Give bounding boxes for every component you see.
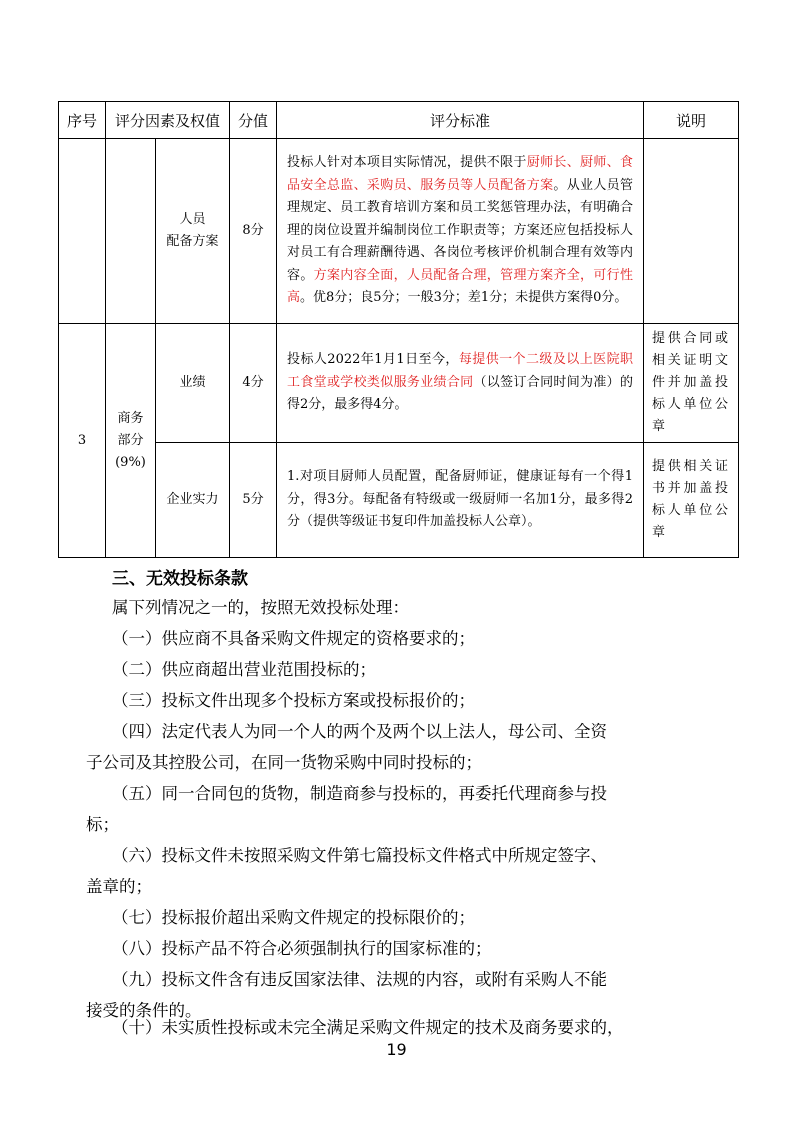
cell-index-empty: [59, 139, 106, 324]
list-item: （二）供应商超出营业范围投标的；: [112, 660, 376, 679]
standard-text: 投标人2022年1月1日至今，: [287, 352, 459, 368]
header-index: 序号: [59, 102, 106, 139]
cell-score-strength: 5分: [230, 443, 277, 558]
list-item: （六）投标文件未按照采购文件第七篇投标文件格式中所规定签字、: [112, 846, 607, 865]
table-row-performance: [59, 324, 739, 443]
standard-highlight: 方案内容全面，人员配备合理，管理方案齐全，可行性高: [287, 267, 633, 306]
cell-category-empty: [106, 139, 156, 324]
list-item: （五）同一合同包的货物，制造商参与投标的，再委托代理商参与投: [112, 784, 607, 803]
cell-note-empty: [644, 139, 739, 324]
table-row-strength: [59, 443, 739, 558]
list-item: （一）供应商不具备采购文件规定的资格要求的；: [112, 629, 475, 648]
header-note: 说明: [644, 102, 739, 139]
cell-standard-strength: 1.对项目厨师人员配置，配备厨师证，健康证每有一个得1分，得3分。每配备有特级或一级厨师一名加1分，最多得2分（提供等级证书复印件加盖投标人公章）。: [277, 443, 644, 558]
standard-highlight: 每提供一个二级及以上医院职工食堂或学校类似服务业绩合同: [287, 352, 634, 390]
list-item-continuation: 接受的条件的。: [86, 1001, 202, 1020]
cell-score-staffing: 8分: [230, 139, 277, 324]
header-factor: 评分因素及权值: [106, 102, 230, 139]
standard-text: 。从业人员管理规定、员工教育培训方案和员工奖惩管理办法，有明确合理的岗位设置并编制岗位工作职责等；方案还应包括投标人对员工有合理薪酬待遇、各岗位考核评价机制合理有效等内容。: [287, 177, 634, 283]
list-item: （八）投标产品不符合必须强制执行的国家标准的；: [112, 939, 492, 958]
standard-text: 。优8分；良5分；一般3分；差1分；未提供方案得0分。: [300, 290, 628, 306]
standard-text: 投标人针对本项目实际情况，提供不限于: [287, 155, 527, 171]
cell-index-3: 3: [59, 324, 106, 558]
cell-score-performance: 4分: [230, 324, 277, 443]
cell-note-strength: 提供相关证书并加盖投标人单位公章: [644, 443, 739, 558]
header-standard: 评分标准: [277, 102, 644, 139]
standard-highlight: 厨师长、厨师、食品安全总监、采购员、服务员等人员配备方案: [287, 155, 633, 193]
category-line: 商务: [117, 410, 144, 426]
cell-factor-staffing: 人员 配备方案: [156, 139, 230, 324]
list-item-continuation: 盖章的；: [86, 877, 152, 896]
category-line: 部分: [117, 432, 144, 448]
list-item: （七）投标报价超出采购文件规定的投标限价的；: [112, 908, 475, 927]
section-intro: 属下列情况之一的，按照无效投标处理：: [112, 598, 409, 617]
list-item: （四）法定代表人为同一个人的两个及两个以上法人，母公司、全资: [112, 722, 607, 741]
list-item: （九）投标文件含有违反国家法律、法规的内容，或附有采购人不能: [112, 970, 607, 989]
cell-factor-strength: 企业实力: [156, 443, 230, 558]
table-header-row: [59, 102, 739, 139]
list-item-continuation: 子公司及其控股公司，在同一货物采购中同时投标的；: [86, 753, 482, 772]
list-item: （三）投标文件出现多个投标方案或投标报价的；: [112, 691, 475, 710]
list-item-continuation: 标；: [86, 815, 119, 834]
cell-note-performance: 提供合同或相关证明文件并加盖投标人单位公章: [644, 324, 739, 443]
header-score: 分值: [230, 102, 277, 139]
section-title: 三、无效投标条款: [112, 569, 248, 589]
scoring-table: [58, 101, 739, 558]
cell-category-business: [106, 324, 156, 558]
category-weight: (9%): [115, 454, 146, 470]
cell-standard-performance: [277, 324, 644, 443]
list-item: （十）未实质性投标或未完全满足采购文件规定的技术及商务要求的，: [112, 1018, 624, 1037]
cell-factor-performance: 业绩: [156, 324, 230, 443]
standard-text: （以签订合同时间为准）的得2分，最多得4分。: [287, 374, 633, 413]
table-row-staffing: [59, 139, 739, 324]
page-number: 19: [386, 1040, 407, 1059]
cell-standard-staffing: [277, 139, 644, 324]
